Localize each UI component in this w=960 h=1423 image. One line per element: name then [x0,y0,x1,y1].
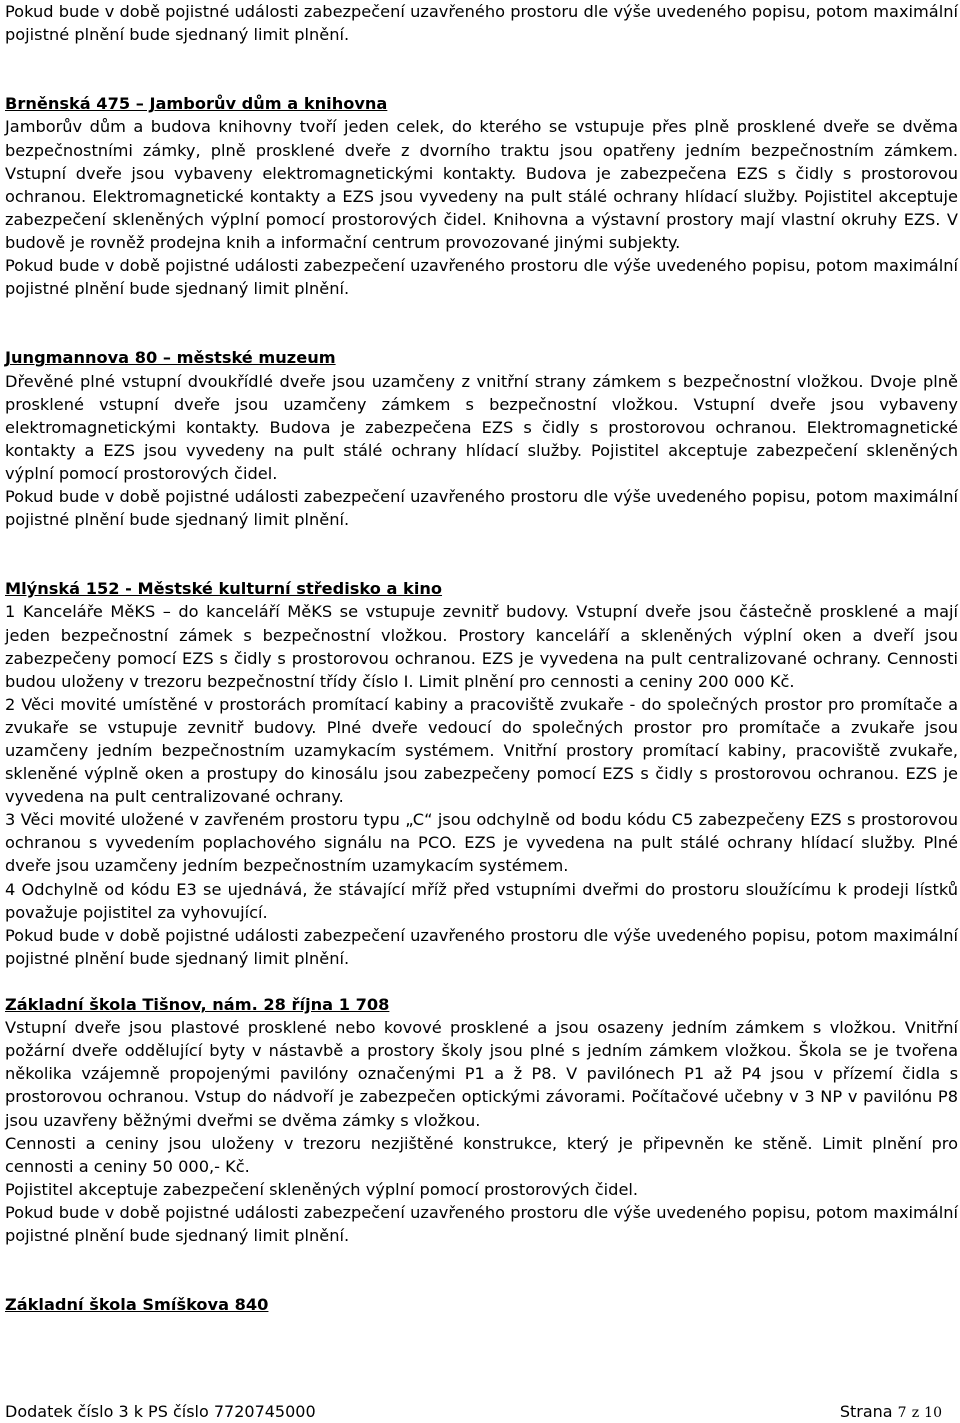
section-heading: Mlýnská 152 - Městské kulturní středisko a kino [5,579,443,599]
section-paragraph: Vstupní dveře jsou plastové prosklené nebo kovové prosklené a jsou osazeny jedním zámkem s vložkou. Vnitřní požární dveře oddělující byty v nástavbě a prostory školy jsou plné s jedním zámkem vložkou. Škola se je tvořena několika vzájemně propojenými pavilóny označenými P1 a ž P8. V pavilónech P1 až P4 jsou v přízemí čidla s prostorovou ochranou. Vstup do nádvoří je zabezpečen optickými závorami. Počítačové učebny v 3 NP v pavilónu P8 jsou uzavřeny běžnými dveřmi se dvěma zámky s vložkou. [5,1018,958,1130]
section-heading: Jungmannova 80 – městské muzeum [5,348,336,368]
section-heading: Brněnská 475 – Jamborův dům a knihovna [5,94,388,114]
page-label: Strana [839,1402,893,1421]
section-mlynska [5,577,958,970]
spacer [5,970,958,993]
page-of: z [911,1405,920,1421]
section-paragraph: Dřevěné plné vstupní dvoukřídlé dveře jsou uzamčeny z vnitřní strany zámkem s bezpečnostní vložkou. Dvoje plně prosklené vstupní dveře jsou uzamčeny zámkem s bezpečnostní vložkou. Vstupní dveře jsou vybaveny elektromagnetickými kontakty. Budova je zabezpečena EZS s čidly s prostorovou ochranou. Elektromagnetické kontakty a EZS jsou vyvedeny na pult stálé ochrany hlídací služby. Pojistitel akceptuje zabezpečení skleněných výplní pomocí prostorových čidel. [5,371,958,483]
footer-document-reference: Dodatek číslo 3 k PS číslo 7720745000 [5,1402,316,1421]
page-current: 7 [897,1405,907,1421]
section-heading: Základní škola Tišnov, nám. 28 října 1 708 [5,995,390,1015]
section-paragraph: 4 Odchylně od kódu E3 se ujednává, že stávající mříž před vstupními dveřmi do prostoru sloužícímu k prodeji lístků považuje pojistitel za vyhovující. [5,879,958,922]
section-paragraph: Jamborův dům a budova knihovny tvoří jeden celek, do kterého se vstupuje přes plně prosklené dveře se dvěma bezpečnostními zámky, plně prosklené dveře z dvorního traktu jsou opatřeny jedním bezpečnostním zámkem. Vstupní dveře jsou vybaveny elektromagnetickými kontakty. Budova je zabezpečena EZS s čidly s prostorovou ochranou. Elektromagnetické kontakty a EZS jsou vyvedeny na pult stálé ochrany hlídací služby. Pojistitel akceptuje zabezpečení skleněných výplní pomocí prostorových čidel. Knihovna a výstavní prostory mají vlastní okruhy EZS. V budově je rovněž prodejna knih a informační centrum provozované jinými subjekty. [5,117,958,252]
section-zs-tisnov [5,993,958,1247]
section-paragraph: Pokud bude v době pojistné události zabezpečení uzavřeného prostoru dle výše uvedeného popisu, potom maximální pojistné plnění bude sjednaný limit plnění. [5,925,958,968]
section-paragraph: 2 Věci movité umístěné v prostorách promítací kabiny a pracoviště zvukaře - do společných prostor pro promítače a zvukaře se vstupuje zevnitř budovy. Plné dveře vedoucí do společných prostor pro promítače a zvukaře jsou uzamčeny jedním bezpečnostním uzamykacím systémem. Vnitřní prostory promítací kabiny, pracoviště zvukaře, skleněné výplně oken a prostupy do kinosálu jsou zabezpečeny pomocí EZS s čidly s prostorovou ochranou. EZS je vyvedena na pult centralizované ochrany. [5,694,958,807]
section-brnenska [5,92,958,300]
section-jungmannova [5,346,958,531]
intro-paragraph: Pokud bude v době pojistné události zabezpečení uzavřeného prostoru dle výše uvedeného popisu, potom maximální pojistné plnění bude sjednaný limit plnění. [5,2,958,45]
page-total: 10 [924,1405,942,1421]
spacer [5,46,958,92]
section-paragraph: Pokud bude v době pojistné události zabezpečení uzavřeného prostoru dle výše uvedeného popisu, potom maximální pojistné plnění bude sjednaný limit plnění. [5,256,958,299]
spacer [5,300,958,346]
section-paragraph: 1 Kanceláře MěKS – do kanceláří MěKS se vstupuje zevnitř budovy. Vstupní dveře jsou částečně prosklené a mají jeden bezpečnostní zámek s bezpečnostní vložkou. Prostory kanceláří a skleněných výplní oken a dveří jsou zabezpečeny pomocí EZS s čidly s prostorovou ochranou. EZS je vyvedena na pult centralizované ochrany. Cennosti budou uloženy v trezoru bezpečnostní třídy číslo I. Limit plnění pro cennosti a ceniny 200 000 Kč. [5,602,958,691]
spacer [5,1247,958,1293]
section-paragraph: Pokud bude v době pojistné události zabezpečení uzavřeného prostoru dle výše uvedeného popisu, potom maximální pojistné plnění bude sjednaný limit plnění. [5,1202,958,1245]
section-paragraph: 3 Věci movité uložené v zavřeném prostoru typu „C“ jsou odchylně od bodu kódu C5 zabezpečeny EZS s prostorovou ochranou s vyvedením poplachového signálu na PCO. EZS je vyvedena na pult stálé ochrany hlídací služby. Plné dveře jsou uzamčeny jedním bezpečnostním uzamykacím systémem. [5,810,958,876]
section-paragraph: Cennosti a ceniny jsou uloženy v trezoru nezjištěné konstrukce, který je připevněn ke stěně. Limit plnění pro cennosti a ceniny 50 000,- Kč. [5,1133,958,1176]
section-paragraph: Pokud bude v době pojistné události zabezpečení uzavřeného prostoru dle výše uvedeného popisu, potom maximální pojistné plnění bude sjednaný limit plnění. [5,486,958,530]
section-paragraph: Pojistitel akceptuje zabezpečení skleněných výplní pomocí prostorových čidel. [5,1179,639,1199]
section-zs-smiskova [5,1293,958,1316]
spacer [5,531,958,577]
section-heading: Základní škola Smíškova 840 [5,1295,269,1315]
document-body [5,0,958,1316]
